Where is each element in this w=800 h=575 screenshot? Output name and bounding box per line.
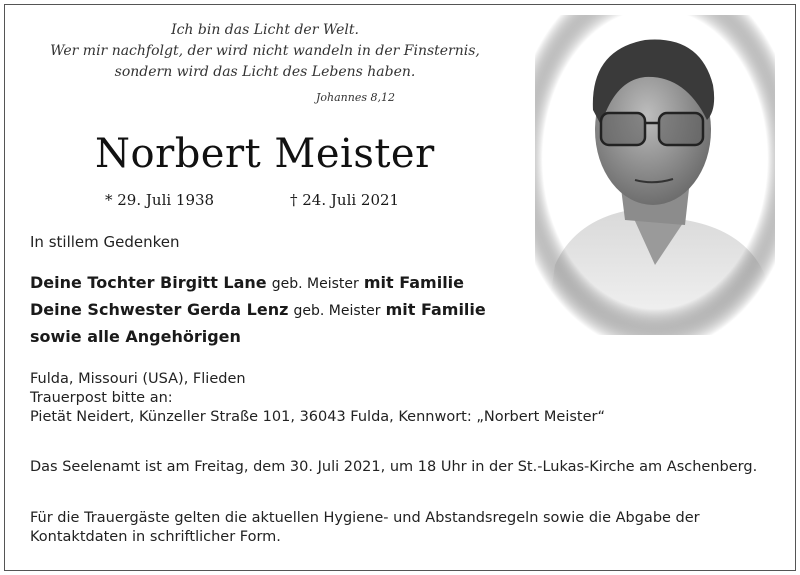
address-line: Pietät Neidert, Künzeller Straße 101, 36043 Fulda, Kennwort: „Norbert Meister“ (30, 409, 606, 425)
quote-line-2: Wer mir nachfolgt, der wird nicht wandeln in der Finsternis, (50, 43, 480, 59)
family-row-sister (30, 297, 486, 324)
memory-line: In stillem Gedenken (30, 233, 180, 251)
quote-line-1: Ich bin das Licht der Welt. (171, 22, 359, 38)
location-line: Fulda, Missouri (USA), Flieden (30, 371, 246, 387)
quote-line-3: sondern wird das Licht des Lebens haben. (114, 64, 416, 80)
daughter-family: mit Familie (363, 273, 465, 292)
family-row-daughter (30, 270, 486, 297)
hygiene-info: Für die Trauergäste gelten die aktuellen Hygiene- und Abstandsregeln sowie die Abgabe der Kontaktdaten in schriftlicher Form. (30, 510, 700, 545)
mail-label: Trauerpost bitte an: (30, 390, 173, 406)
portrait-photo (535, 15, 775, 335)
birth-date: * 29. Juli 1938 (105, 191, 215, 209)
service-info: Das Seelenamt ist am Freitag, dem 30. Juli 2021, um 18 Uhr in der St.-Lukas-Kirche am Aschenberg. (30, 459, 758, 475)
daughter-name: Deine Tochter Birgitt Lane (30, 273, 267, 292)
photo-vignette (535, 15, 775, 335)
bible-quote (30, 20, 500, 104)
family-list (30, 270, 486, 349)
sister-name: Deine Schwester Gerda Lenz (30, 300, 289, 319)
daughter-maiden: geb. Meister (271, 276, 359, 292)
death-date: † 24. Juli 2021 (290, 191, 400, 209)
sister-family: mit Familie (385, 300, 486, 319)
contact-block (30, 370, 605, 427)
deceased-name: Norbert Meister (95, 131, 435, 177)
family-row-relatives: sowie alle Angehörigen (30, 327, 241, 346)
quote-source: Johannes 8,12 (316, 91, 395, 104)
sister-maiden: geb. Meister (293, 303, 381, 319)
